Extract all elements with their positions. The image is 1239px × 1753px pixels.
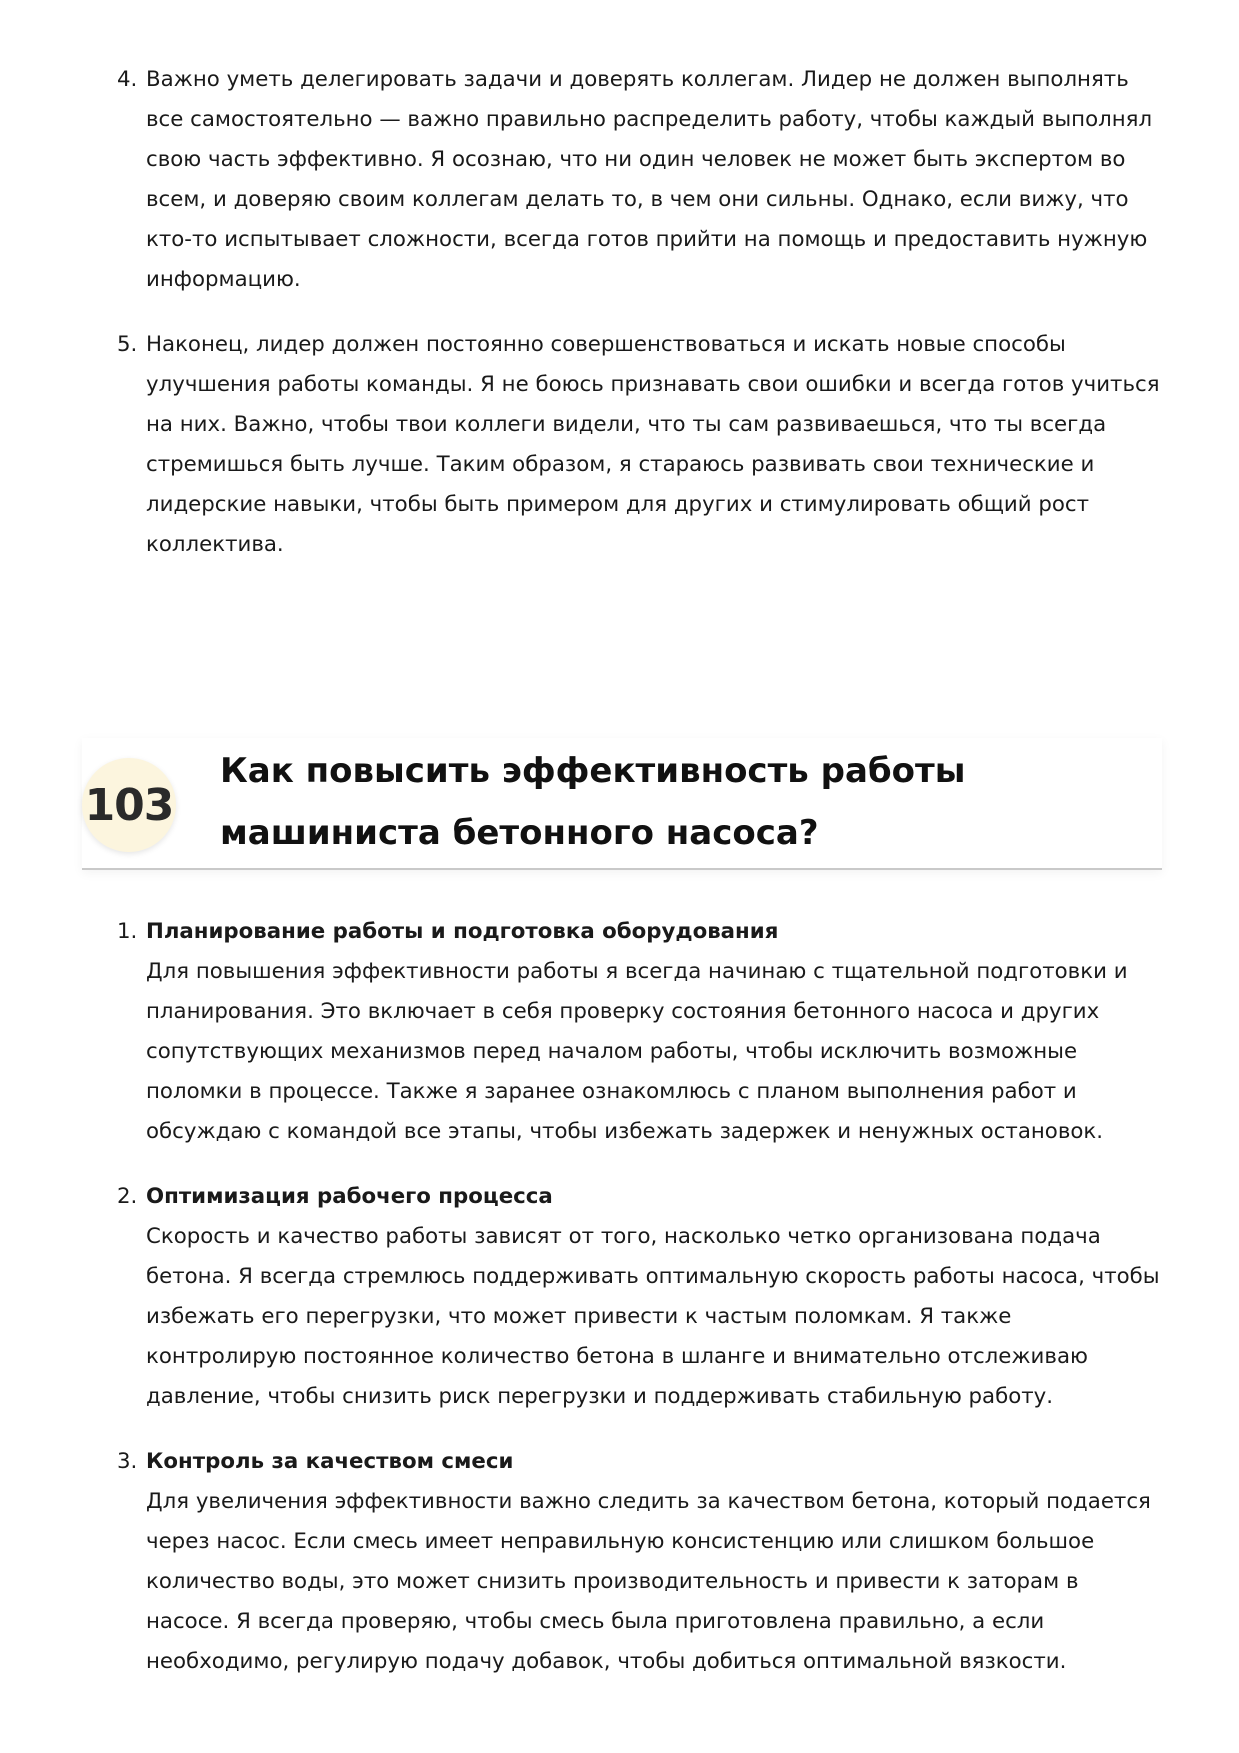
- list-item-text: Важно уметь делегировать задачи и доверять коллегам. Лидер не должен выполнять все самостоятельно — важно правильно распределить работу, чтобы каждый выполнял свою часть эффективно. Я осознаю, что ни один человек не может быть экспертом во всем, и доверяю своим коллегам делать то, в чем они сильны. Однако, если вижу, что кто-то испытывает сложности, всегда готов прийти на помощь и предоставить нужную информацию.: [146, 67, 1153, 292]
- list-item: [115, 325, 1165, 565]
- list-item: [115, 1177, 1165, 1417]
- continued-list: [115, 60, 1165, 565]
- list-item-number: 5.: [117, 332, 138, 357]
- list-item-number: 3.: [117, 1449, 138, 1474]
- list-item-number: 2.: [117, 1184, 138, 1209]
- answer-list: [115, 912, 1165, 1682]
- section-title: Как повысить эффективность работы машиниста бетонного насоса?: [220, 751, 966, 853]
- list-item-text: Для увеличения эффективности важно следить за качеством бетона, который подается через насос. Если смесь имеет неправильную консистенцию или слишком большое количество воды, это может снизить производительность и привести к заторам в насосе. Я всегда проверяю, чтобы смесь была приготовлена правильно, а если необходимо, регулирую подачу добавок, чтобы добиться оптимальной вязкости.: [146, 1489, 1151, 1674]
- list-item-title: Планирование работы и подготовка оборудования: [146, 919, 779, 944]
- list-item-number: 4.: [117, 67, 138, 92]
- list-item: [115, 1442, 1165, 1682]
- list-item-text: Скорость и качество работы зависят от того, насколько четко организована подача бетона. Я всегда стремлюсь поддерживать оптимальную скорость работы насоса, чтобы избежать его перегрузки, что может привести к частым поломкам. Я также контролирую постоянное количество бетона в шланге и внимательно отслеживаю давление, чтобы снизить риск перегрузки и поддерживать стабильную работу.: [146, 1224, 1160, 1409]
- list-item-title: Оптимизация рабочего процесса: [146, 1184, 553, 1209]
- list-item: [115, 912, 1165, 1152]
- section-number-badge: 103: [82, 758, 176, 852]
- list-item: [115, 60, 1165, 300]
- list-item-number: 1.: [117, 919, 138, 944]
- list-item-text: Для повышения эффективности работы я всегда начинаю с тщательной подготовки и планирования. Это включает в себя проверку состояния бетонного насоса и других сопутствующих механизмов перед началом работы, чтобы исключить возможные поломки в процессе. Также я заранее ознакомлюсь с планом выполнения работ и обсуждаю с командой все этапы, чтобы избежать задержек и ненужных остановок.: [146, 959, 1128, 1144]
- section-header: [82, 738, 1162, 870]
- list-item-text: Наконец, лидер должен постоянно совершенствоваться и искать новые способы улучшения работы команды. Я не боюсь признавать свои ошибки и всегда готов учиться на них. Важно, чтобы твои коллеги видели, что ты сам развиваешься, что ты всегда стремишься быть лучше. Таким образом, я стараюсь развивать свои технические и лидерские навыки, чтобы быть примером для других и стимулировать общий рост коллектива.: [146, 332, 1160, 557]
- list-item-title: Контроль за качеством смеси: [146, 1449, 514, 1474]
